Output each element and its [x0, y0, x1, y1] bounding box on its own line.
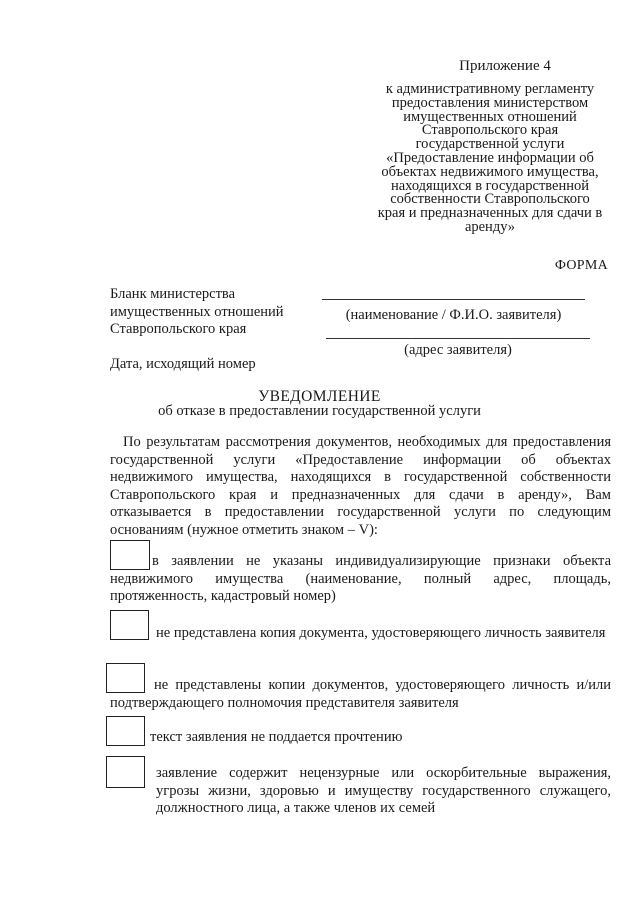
applicant-address-caption: (адрес заявителя) — [404, 342, 512, 358]
forma-label: ФОРМА — [554, 258, 608, 273]
applicant-name-line — [322, 299, 585, 300]
letterhead-line: Бланк министерства — [110, 286, 236, 302]
notice-intro-paragraph: По результатам рассмотрения документов, необходимых для предоставления государственной услуги «Предоставление информации об объектах недвижимого имущества, находящихся в государственной собственности Ставропольского края и предназначенных для сдачи в аренду», Вам отказывается в предоставлении государственной услуги по следующим основаниям (нужное отметить знаком – V): — [110, 434, 611, 538]
appendix-description: к административному регламенту предоставления министерством имущественных отношений Ставропольского края государственной услуги «Предоставление информации об объектах недвижимого имущества, находящихся в государственной собственности Ставропольского края и предназначенных для сдачи в аренду» — [377, 81, 603, 235]
notice-subtitle: об отказе в предоставлении государственной услуги — [158, 403, 481, 419]
option-text-4: текст заявления не поддается прочтению — [150, 729, 403, 745]
option-text-2: не представлена копия документа, удостоверяющего личность заявителя — [156, 625, 606, 641]
applicant-address-line — [326, 338, 590, 339]
option-checkbox-4[interactable] — [106, 716, 145, 746]
applicant-name-caption: (наименование / Ф.И.О. заявителя) — [345, 307, 562, 323]
option-checkbox-5[interactable] — [106, 756, 145, 788]
option-text-3: не представлены копии документов, удостоверяющего личность и/или подтверждающего полномочия представителя заявителя — [110, 677, 611, 711]
letterhead-line: имущественных отношений — [110, 303, 284, 320]
appendix-title: Приложение 4 — [459, 58, 551, 74]
ministry-letterhead — [110, 286, 320, 339]
option-text-1: в заявлении не указаны индивидуализирующие признаки объекта недвижимого имущества (наименование, полный адрес, площадь, протяженность, кадастровый номер) — [110, 553, 611, 605]
letterhead-line: Ставропольского края — [110, 321, 247, 337]
notice-title: УВЕДОМЛЕНИЕ — [258, 388, 381, 405]
option-text-5: заявление содержит нецензурные или оскорбительные выражения, угрозы жизни, здоровью и имуществу государственного служащего, должностного лица, а также членов их семей — [156, 765, 611, 817]
date-outgoing-number: Дата, исходящий номер — [110, 356, 256, 372]
